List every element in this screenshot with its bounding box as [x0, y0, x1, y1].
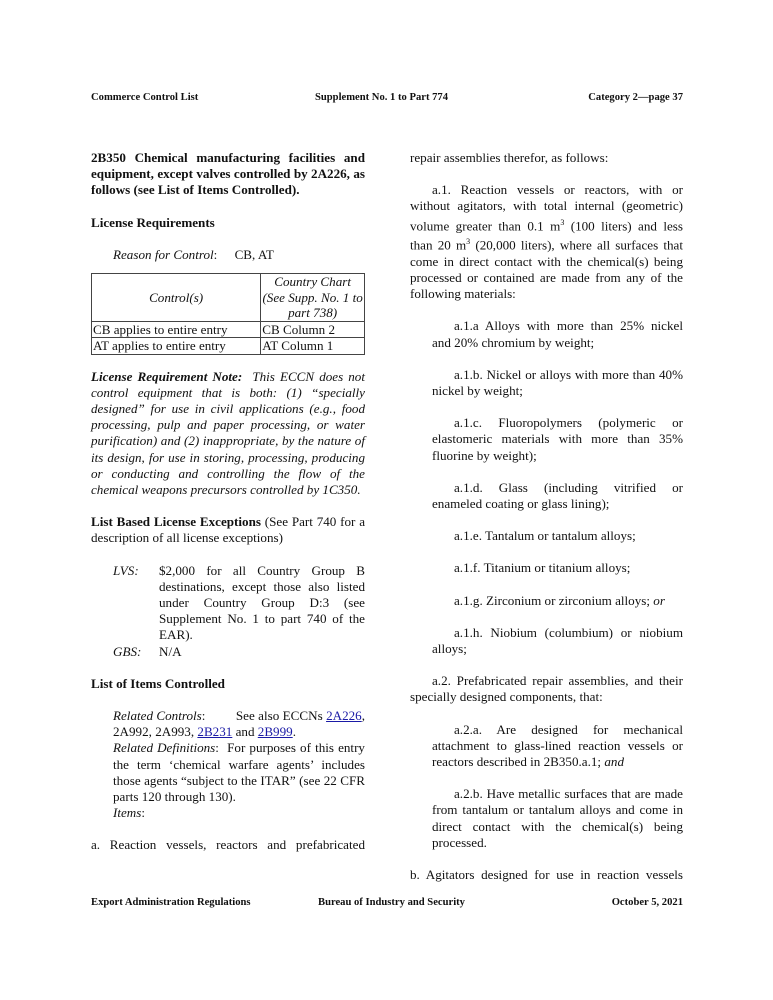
- lbe-heading: List Based License Exceptions: [91, 514, 261, 530]
- lbe-text: (See Part 740 for a description of all license exceptions): [91, 514, 365, 546]
- item-a2a: a.2.a. Are designed for mechanical attachment to glass-lined reaction vessels or reactors described in 2B350.a.1; and: [432, 721, 683, 769]
- items-label: Items:: [113, 805, 146, 821]
- item-a1f: a.1.f. Titanium or titanium alloys;: [454, 560, 631, 576]
- related-section: [91, 708, 365, 821]
- gbs-text: N/A: [159, 643, 182, 659]
- item-a1b: a.1.b. Nickel or alloys with more than 40% nickel by weight;: [432, 366, 683, 398]
- lvs-label: LVS:: [113, 562, 139, 578]
- item-a: a. Reaction vessels, reactors and prefabricated: [91, 837, 365, 853]
- footer-left: Export Administration Regulations: [91, 897, 251, 908]
- lbe-section: [91, 514, 365, 546]
- item-a2b: a.2.b. Have metallic surfaces that are made from tantalum or tantalum alloys and come in direct contact with the chemical(s) being processed.: [432, 786, 683, 850]
- table-row: [92, 321, 365, 338]
- item-b: b. Agitators designed for use in reaction vessels: [410, 867, 683, 883]
- table-header: Control(s): [92, 274, 261, 322]
- table-cell: AT applies to entire entry: [92, 338, 261, 355]
- item-a2: a.2. Prefabricated repair assemblies, and their specially designed components, that:: [410, 673, 683, 705]
- item-a1e: a.1.e. Tantalum or tantalum alloys;: [454, 528, 636, 544]
- item-a1g: a.1.g. Zirconium or zirconium alloys; or: [454, 592, 665, 608]
- note-label: License Requirement Note:: [91, 368, 243, 384]
- link-2B999[interactable]: 2B999: [257, 724, 293, 740]
- footer-center: Bureau of Industry and Security: [318, 897, 465, 908]
- related-definitions: Related Definitions: For purposes of this entry the term ‘chemical warfare agents’ includes those agents “subject to the ITAR” (see 22 CFR parts 120 through 130).: [113, 740, 365, 804]
- table-header-row: [92, 274, 365, 322]
- table-cell: AT Column 1: [261, 338, 365, 355]
- link-2B231[interactable]: 2B231: [197, 724, 233, 740]
- item-a1d: a.1.d. Glass (including vitrified or enameled coating or glass lining);: [432, 479, 683, 511]
- item-a1: a.1. Reaction vessels or reactors, with or without agitators, with total internal (geometric) volume greater than 0.1 $m^3$ (100 liters) and less than 20 $m^3$ (20,000 liters), where all surfaces that come in direct contact with the chemical(s) being processed or contained are made from any of the following materials:: [410, 182, 683, 302]
- header-center: Supplement No. 1 to Part 774: [315, 92, 449, 103]
- table-row: [92, 338, 365, 355]
- table-cell: CB Column 2: [261, 321, 365, 338]
- license-requirements-heading: License Requirements: [91, 214, 215, 230]
- item-a1c: a.1.c. Fluoropolymers (polymeric or elastomeric materials with more than 35% fluorine by weight);: [432, 415, 683, 463]
- control-table: [91, 273, 365, 355]
- header-right: Category 2—page 37: [588, 92, 683, 103]
- link-2A226[interactable]: 2A226: [326, 707, 362, 723]
- footer-right: October 5, 2021: [611, 897, 683, 908]
- item-a1a: a.1.a Alloys with more than 25% nickel and 20% chromium by weight;: [432, 318, 683, 350]
- reason-for-control: Reason for Control: CB, AT: [113, 246, 274, 262]
- header-left: Commerce Control List: [91, 92, 199, 103]
- lvs-row: [113, 563, 365, 644]
- right-column: [410, 150, 683, 883]
- license-requirement-note: [91, 369, 365, 499]
- table-cell: CB applies to entire entry: [92, 321, 261, 338]
- item-a-continued: repair assemblies therefor, as follows:: [410, 150, 609, 165]
- left-column: [91, 150, 365, 854]
- table-header: Country Chart (See Supp. No. 1 to part 738): [262, 274, 363, 321]
- entry-title: 2B350 Chemical manufacturing facilities and equipment, except valves controlled by 2A226, as follows (see List of Items Controlled).: [91, 150, 365, 198]
- loic-heading: List of Items Controlled: [91, 675, 225, 691]
- license-exceptions: [91, 563, 365, 660]
- related-controls: Related Controls: See also ECCNs 2A226, 2A992, 2A993, 2B231 and 2B999.: [113, 707, 365, 740]
- reason-value: CB, AT: [234, 246, 274, 262]
- reason-label: Reason for Control: [113, 246, 214, 262]
- lvs-text: $2,000 for all Country Group B destinations, except those also listed under Country Group D:3 (see Supplement No. 1 to part 740 of the EAR).: [159, 562, 365, 643]
- note-text: This ECCN does not control equipment that is both: (1) “specially designed” for use in civil applications (e.g., food processing, pulp and paper processing, or water purification) and (2) inappropriate, by the nature of its design, for use in storing, processing, producing or conducting and controlling the flow of the chemical weapons precursors controlled by 1C350.: [91, 368, 365, 497]
- gbs-label: GBS:: [113, 643, 142, 659]
- item-a1h: a.1.h. Niobium (columbium) or niobium alloys;: [432, 624, 683, 656]
- gbs-row: [113, 644, 365, 660]
